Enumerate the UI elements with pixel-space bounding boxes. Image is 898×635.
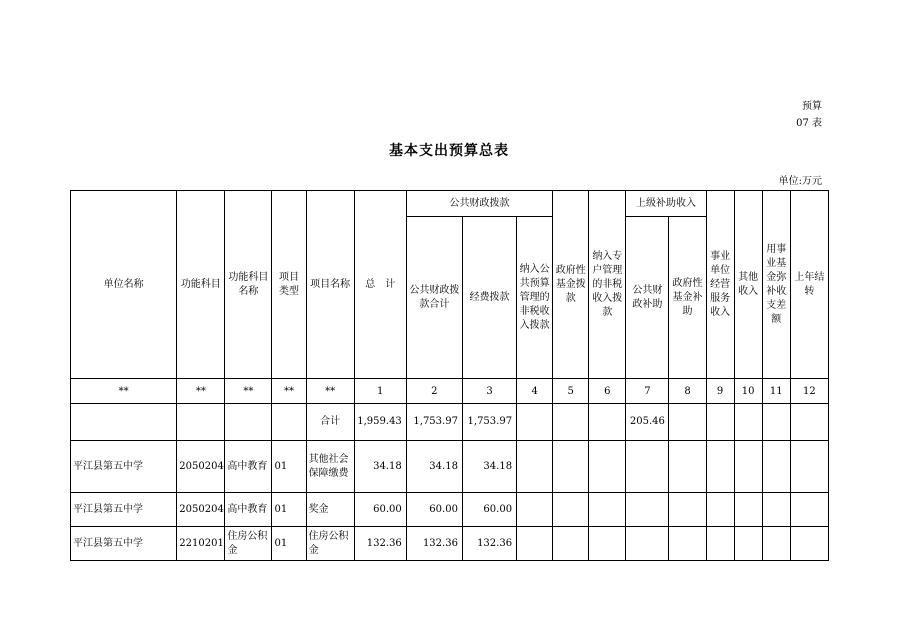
col-number: 2 — [406, 379, 462, 404]
col-number: ** — [177, 379, 225, 404]
header-superior-subsidy: 上级补助收入 — [626, 191, 706, 217]
col-number: 7 — [626, 379, 669, 404]
total-value: 1,959.43 — [354, 404, 406, 441]
numbering-row — [71, 379, 829, 404]
cell-func-name: 住房公积金 — [225, 527, 272, 561]
cell-unit: 平江县第五中学 — [71, 441, 177, 493]
header-func-code: 功能科目 — [177, 191, 225, 379]
cell-unit: 平江县第五中学 — [71, 493, 177, 527]
total-funding: 1,753.97 — [462, 404, 516, 441]
cell-public-subtotal: 132.36 — [406, 527, 462, 561]
header-func-name: 功能科目名称 — [225, 191, 272, 379]
header-gov-fund: 政府性基金拨款 — [553, 191, 589, 379]
col-number: ** — [272, 379, 306, 404]
form-label-line1: 预算 — [802, 101, 822, 112]
header-special-nontax: 纳入专户管理的非税收入拨款 — [589, 191, 626, 379]
col-number: 4 — [517, 379, 553, 404]
cell-func-name: 高中教育 — [225, 441, 272, 493]
header-public-budget-nontax: 纳入公共预算管理的非税收入拨款 — [517, 217, 553, 379]
total-superior-public: 205.46 — [626, 404, 669, 441]
header-public-finance: 公共财政拨款 — [406, 191, 552, 217]
cell-project: 住房公积金 — [306, 527, 354, 561]
table-row — [71, 441, 829, 493]
page-title: 基本支出预算总表 — [389, 143, 509, 159]
header-public-finance-subsidy: 公共财政补助 — [626, 217, 669, 379]
col-number: ** — [71, 379, 177, 404]
header-project-name: 项目名称 — [306, 191, 354, 379]
cell-code: 2050204 — [177, 493, 225, 527]
cell-funding: 132.36 — [462, 527, 516, 561]
cell-func-name: 高中教育 — [225, 493, 272, 527]
cell-total: 132.36 — [354, 527, 406, 561]
col-number: ** — [225, 379, 272, 404]
cell-public-subtotal: 34.18 — [406, 441, 462, 493]
cell-public-subtotal: 60.00 — [406, 493, 462, 527]
col-number: 9 — [706, 379, 734, 404]
header-project-type: 项目类型 — [272, 191, 306, 379]
table-row — [71, 527, 829, 561]
total-public-subtotal: 1,753.97 — [406, 404, 462, 441]
cell-project: 奖金 — [306, 493, 354, 527]
form-label-line2: 07 表 — [796, 118, 822, 129]
cell-total: 34.18 — [354, 441, 406, 493]
total-row — [71, 404, 829, 441]
header-public-subtotal: 公共财政拨款合计 — [406, 217, 462, 379]
header-carryover: 上年结转 — [790, 191, 828, 379]
cell-total: 60.00 — [354, 493, 406, 527]
cell-funding: 60.00 — [462, 493, 516, 527]
cell-funding: 34.18 — [462, 441, 516, 493]
col-number: 3 — [462, 379, 516, 404]
header-fund-gap: 用事业基金弥补收支差额 — [762, 191, 790, 379]
header-unit-name: 单位名称 — [71, 191, 177, 379]
cell-type: 01 — [272, 527, 306, 561]
unit-label: 单位:万元 — [778, 176, 822, 187]
table-row — [71, 493, 829, 527]
cell-project: 其他社会保障缴费 — [306, 441, 354, 493]
total-label: 合计 — [306, 404, 354, 441]
col-number: 11 — [762, 379, 790, 404]
cell-type: 01 — [272, 493, 306, 527]
col-number: 5 — [553, 379, 589, 404]
col-number: 1 — [354, 379, 406, 404]
header-funding: 经费拨款 — [462, 217, 516, 379]
cell-code: 2050204 — [177, 441, 225, 493]
cell-code: 2210201 — [177, 527, 225, 561]
cell-type: 01 — [272, 441, 306, 493]
header-gov-fund-subsidy: 政府性基金补助 — [669, 217, 706, 379]
budget-table — [70, 190, 829, 561]
header-other-income: 其他收入 — [734, 191, 762, 379]
cell-unit: 平江县第五中学 — [71, 527, 177, 561]
col-number: 6 — [589, 379, 626, 404]
col-number: ** — [306, 379, 354, 404]
header-business-income: 事业单位经营服务收入 — [706, 191, 734, 379]
col-number: 8 — [669, 379, 706, 404]
col-number: 10 — [734, 379, 762, 404]
header-total: 总 计 — [354, 191, 406, 379]
col-number: 12 — [790, 379, 828, 404]
